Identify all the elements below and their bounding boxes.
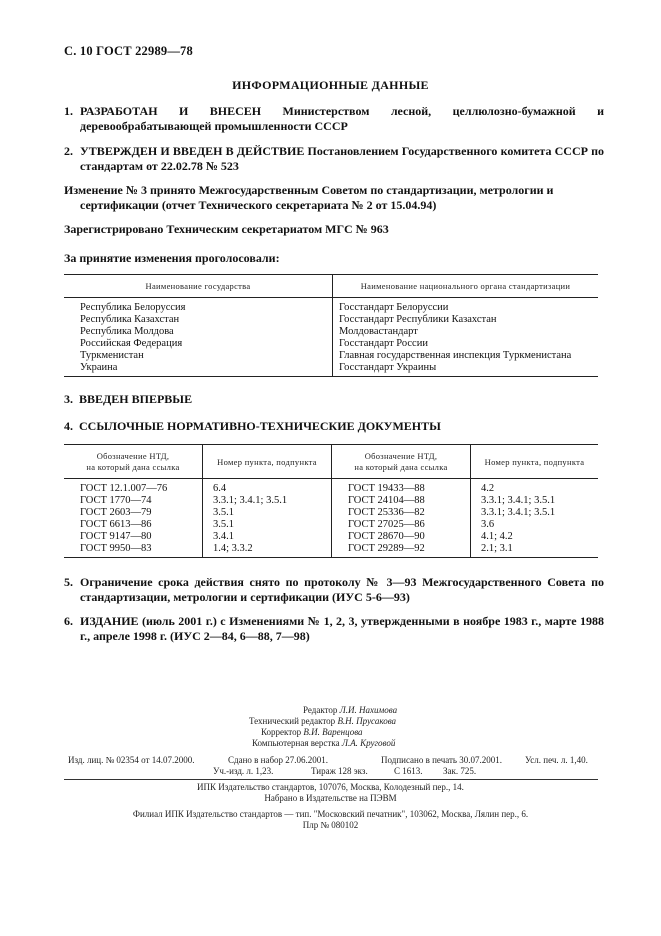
body-name: Главная государственная инспекция Туркменистана bbox=[339, 350, 572, 361]
body-name: Госстандарт Белоруссии bbox=[339, 302, 449, 313]
registered-note: Зарегистрировано Техническим секретариатом МГС № 963 bbox=[64, 222, 389, 236]
print-license: Изд. лиц. № 02354 от 14.07.2000. bbox=[68, 755, 195, 765]
credit-name: Л.И. Нахимова bbox=[339, 705, 398, 715]
refs-header-line1: Обозначение НТД, bbox=[364, 450, 438, 461]
item-2-lead: УТВЕРЖДЕН И ВВЕДЕН В ДЕЙСТВИЕ bbox=[80, 144, 305, 158]
refs-col-ntd-2 bbox=[332, 445, 471, 479]
refs-col-clause-2: Номер пункта, подпункта bbox=[471, 445, 599, 479]
item-4-text: ССЫЛОЧНЫЕ НОРМАТИВНО-ТЕХНИЧЕСКИЕ ДОКУМЕНТЫ bbox=[79, 419, 441, 433]
item-2-number: 2. bbox=[64, 144, 73, 158]
item-1-text: Министерством лесной, целлюлозно-бумажной и деревообрабатывающей промышленности СССР bbox=[80, 104, 604, 133]
ref-doc: ГОСТ 28670—90 bbox=[332, 531, 471, 543]
ref-doc: ГОСТ 27025—86 bbox=[332, 519, 471, 531]
credit-tech-editor bbox=[249, 716, 396, 726]
footer-line-2: Набрано в Издательстве на ПЭВМ bbox=[264, 793, 397, 803]
body-name: Госстандарт Республики Казахстан bbox=[339, 314, 497, 325]
item-3-text: ВВЕДЕН ВПЕРВЫЕ bbox=[79, 392, 193, 406]
print-edu-sheets: Уч.-изд. л. 1,23. bbox=[213, 766, 274, 776]
ref-clause: 3.3.1; 3.4.1; 3.5.1 bbox=[481, 507, 556, 518]
ref-doc: ГОСТ 24104—88 bbox=[332, 495, 471, 507]
ref-clause: 4.2 bbox=[481, 483, 495, 494]
amendment-note bbox=[64, 183, 604, 213]
credit-layout bbox=[252, 738, 395, 748]
table-row bbox=[64, 326, 598, 338]
table-row bbox=[64, 507, 598, 519]
ref-clause: 3.3.1; 3.4.1; 3.5.1 bbox=[481, 495, 556, 506]
ref-clause: 3.5.1 bbox=[203, 519, 332, 531]
item-6-lead: ИЗДАНИЕ bbox=[80, 614, 139, 628]
ref-clause: 4.1; 4.2 bbox=[481, 531, 513, 542]
table-row bbox=[64, 531, 598, 543]
item-2 bbox=[64, 144, 604, 174]
ref-clause: 3.6 bbox=[481, 519, 495, 530]
references-table-header bbox=[64, 445, 598, 479]
states-table bbox=[64, 274, 598, 377]
refs-header-line1: Обозначение НТД, bbox=[96, 450, 170, 461]
body-name: Госстандарт России bbox=[339, 338, 428, 349]
ref-clause: 3.3.1; 3.4.1; 3.5.1 bbox=[203, 495, 332, 507]
item-5-text: Ограничение срока действия снято по протоколу № 3—93 Межгосударственного Совета по стандартизации, метрологии и сертификации (ИУС 5-6—93) bbox=[80, 575, 604, 604]
table-row bbox=[64, 519, 598, 531]
ref-clause: 3.4.1 bbox=[203, 531, 332, 543]
credit-editor bbox=[303, 705, 397, 715]
ref-doc: ГОСТ 6613—86 bbox=[64, 519, 203, 531]
credit-role: Редактор bbox=[303, 705, 338, 715]
table-row bbox=[64, 350, 598, 362]
page-header: С. 10 ГОСТ 22989—78 bbox=[64, 44, 193, 58]
states-col-state: Наименование государства bbox=[64, 275, 333, 298]
state-name: Туркменистан bbox=[64, 350, 333, 362]
table-row bbox=[64, 314, 598, 326]
item-3-number: 3. bbox=[64, 392, 73, 406]
ref-doc: ГОСТ 25336—82 bbox=[332, 507, 471, 519]
print-c: С 1613. bbox=[394, 766, 423, 776]
body-name: Молдовастандарт bbox=[339, 326, 418, 337]
ref-doc: ГОСТ 2603—79 bbox=[64, 507, 203, 519]
footer-line-1: ИПК Издательство стандартов, 107076, Москва, Колодезный пер., 14. bbox=[197, 782, 464, 792]
print-sent: Сдано в набор 27.06.2001. bbox=[228, 755, 329, 765]
ref-doc: ГОСТ 9950—83 bbox=[64, 543, 203, 558]
ref-doc: ГОСТ 29289—92 bbox=[332, 543, 471, 558]
voted-note: За принятие изменения проголосовали: bbox=[64, 251, 280, 265]
state-name: Российская Федерация bbox=[64, 338, 333, 350]
print-sheets: Усл. печ. л. 1,40. bbox=[525, 755, 588, 765]
states-col-body: Наименование национального органа стандартизации bbox=[333, 275, 599, 298]
credit-name: В.Н. Прусакова bbox=[337, 716, 397, 726]
table-row bbox=[64, 362, 598, 377]
amendment-text: Изменение № 3 принято Межгосударственным Советом по стандартизации, метрологии и сертификации (отчет Технического секретариата № 2 от 15.04.94) bbox=[64, 183, 554, 212]
footer-line-3: Филиал ИПК Издательство стандартов — тип. "Московский печатник", 103062, Москва, Лялин пер., 6. bbox=[132, 809, 529, 819]
table-row bbox=[64, 298, 598, 315]
refs-header-line2: на который дана ссылка bbox=[354, 461, 448, 472]
state-name: Республика Белоруссия bbox=[64, 298, 333, 315]
print-circulation: Тираж 128 экз. bbox=[311, 766, 368, 776]
item-1 bbox=[64, 104, 604, 134]
credit-role: Компьютерная верстка bbox=[252, 738, 340, 748]
item-6-text: (июль 2001 г.) с Изменениями № 1, 2, 3, утвержденными в ноябре 1983 г., марте 1988 г., апреле 1998 г. (ИУС 2—84, 6—88, 7—98) bbox=[80, 614, 605, 643]
credit-corrector bbox=[261, 727, 363, 737]
item-5 bbox=[64, 575, 604, 605]
table-row bbox=[64, 338, 598, 350]
refs-col-clause-1: Номер пункта, подпункта bbox=[203, 445, 332, 479]
item-1-lead: РАЗРАБОТАН И ВНЕСЕН bbox=[80, 104, 262, 118]
state-name: Украина bbox=[64, 362, 333, 377]
states-table-header bbox=[64, 275, 598, 298]
item-6-number: 6. bbox=[64, 614, 73, 628]
credit-name: В.И. Варенцова bbox=[303, 727, 363, 737]
ref-doc: ГОСТ 9147—80 bbox=[64, 531, 203, 543]
credit-role: Технический редактор bbox=[249, 716, 336, 726]
item-6 bbox=[64, 614, 604, 644]
footer-divider bbox=[64, 779, 598, 780]
ref-doc: ГОСТ 12.1.007—76 bbox=[64, 479, 203, 496]
item-4-number: 4. bbox=[64, 419, 73, 433]
credit-name: Л.А. Круговой bbox=[341, 738, 396, 748]
item-2-text: Постановлением Государственного комитета СССР по стандартам от 22.02.78 № 523 bbox=[80, 144, 605, 173]
print-order: Зак. 725. bbox=[443, 766, 477, 776]
body-name: Госстандарт Украины bbox=[333, 362, 599, 377]
table-row bbox=[64, 479, 598, 496]
refs-header-line2: на который дана ссылка bbox=[86, 461, 180, 472]
table-row bbox=[64, 543, 598, 558]
ref-clause: 3.5.1 bbox=[203, 507, 332, 519]
ref-doc: ГОСТ 19433—88 bbox=[332, 479, 471, 496]
ref-clause: 2.1; 3.1 bbox=[471, 543, 599, 558]
item-3 bbox=[64, 392, 604, 407]
item-1-number: 1. bbox=[64, 104, 73, 118]
footer-line-4: Плр № 080102 bbox=[302, 820, 359, 830]
table-row bbox=[64, 495, 598, 507]
state-name: Республика Казахстан bbox=[64, 314, 333, 326]
item-5-number: 5. bbox=[64, 575, 73, 589]
ref-doc: ГОСТ 1770—74 bbox=[64, 495, 203, 507]
refs-col-ntd-1 bbox=[64, 445, 203, 479]
references-table bbox=[64, 444, 598, 558]
state-name: Республика Молдова bbox=[64, 326, 333, 338]
ref-clause: 6.4 bbox=[203, 479, 332, 496]
ref-clause: 1.4; 3.3.2 bbox=[203, 543, 332, 558]
credit-role: Корректор bbox=[261, 727, 302, 737]
item-4 bbox=[64, 419, 604, 434]
print-signed: Подписано в печать 30.07.2001. bbox=[381, 755, 503, 765]
section-title: ИНФОРМАЦИОННЫЕ ДАННЫЕ bbox=[232, 78, 429, 92]
